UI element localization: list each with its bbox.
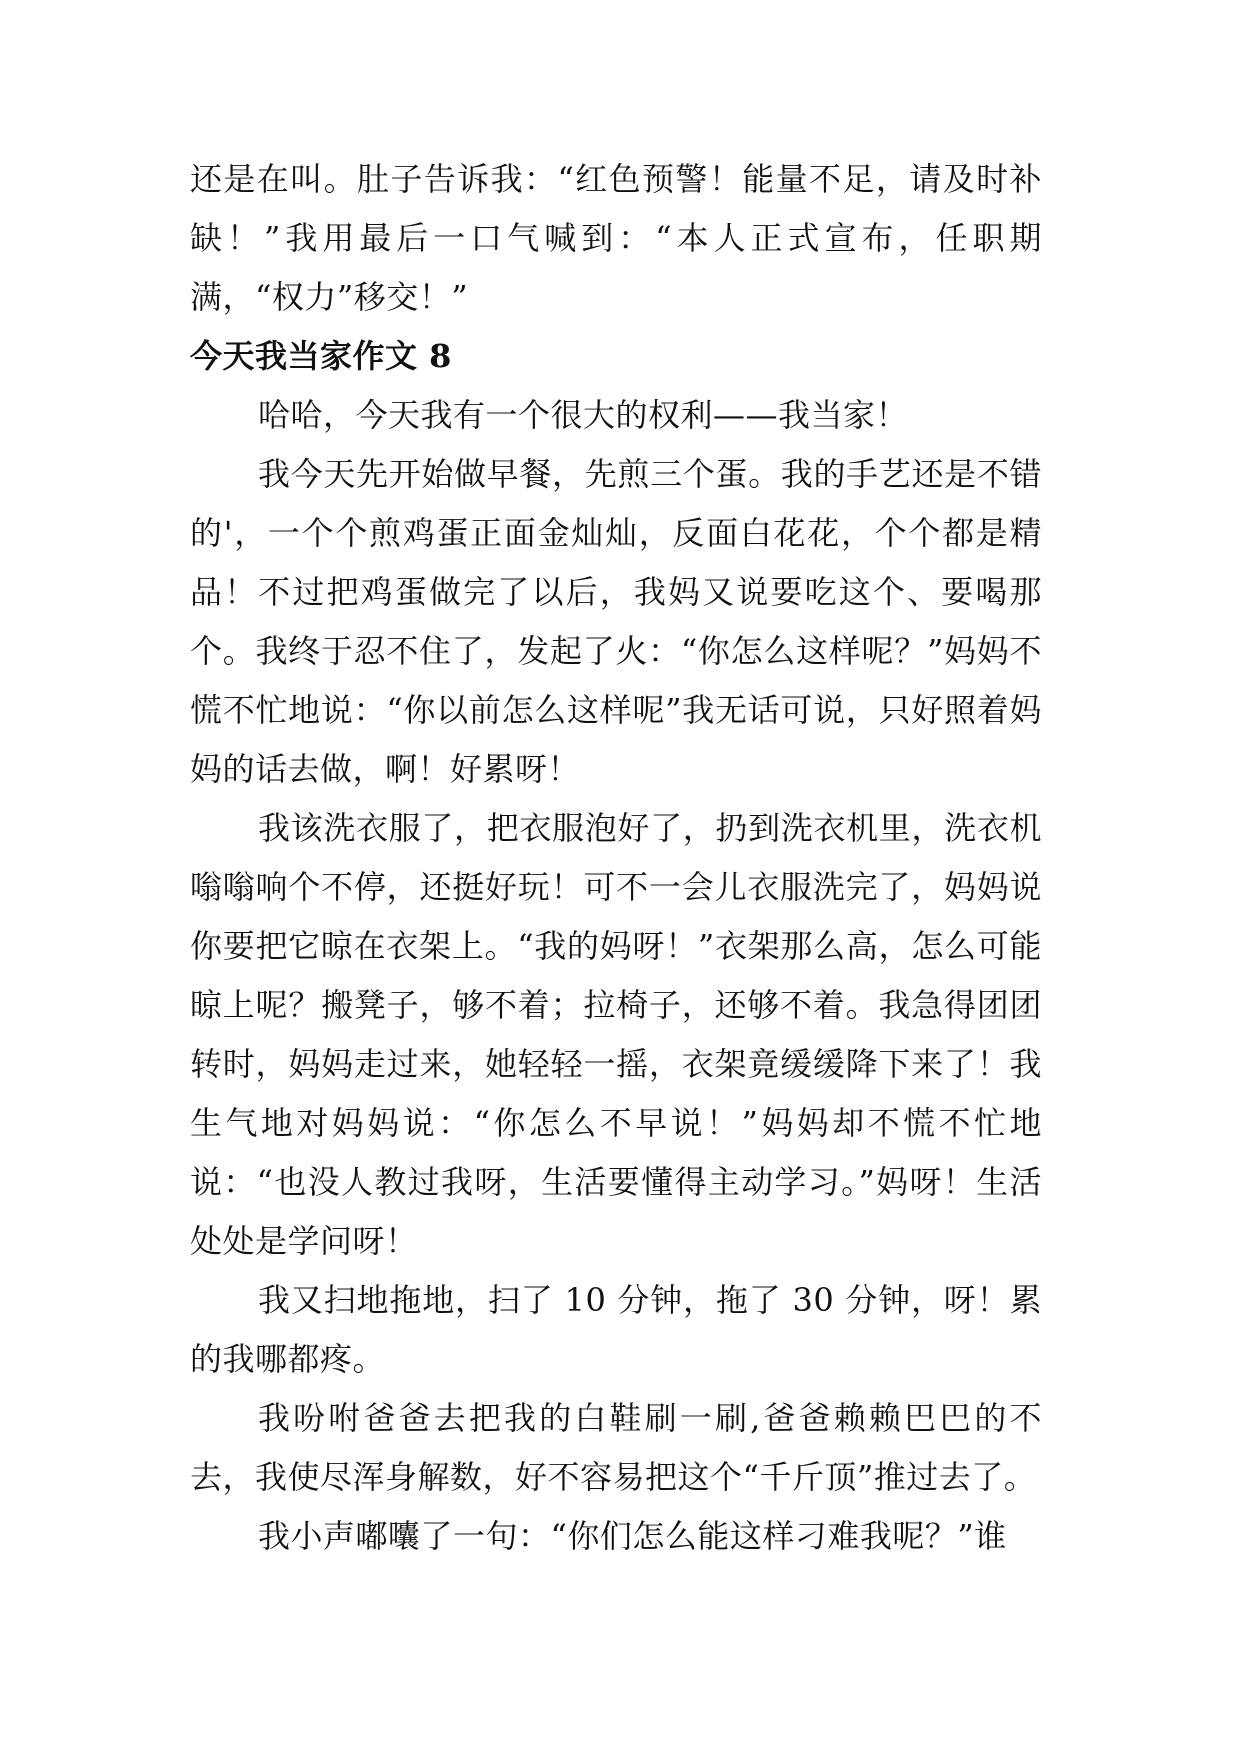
paragraph-3: 我该洗衣服了，把衣服泡好了，扔到洗衣机里，洗衣机嗡嗡响个不停，还挺好玩！可不一会儿衣服洗完了，妈妈说你要把它晾在衣架上。“我的妈呀！”衣架那么高，怎么可能晾上呢？搬凳子，够不着；拉椅子，还够不着。我急得团团转时，妈妈走过来，她轻轻一摇，衣架竟缓缓降下来了！我生气地对妈妈说：“你怎么不早说！”妈妈却不慌不忙地说：“也没人教过我呀，生活要懂得主动学习。”妈呀！生活处处是学问呀！	[190, 809, 1042, 1260]
document-page	[190, 150, 1042, 1566]
paragraph-2: 我今天先开始做早餐，先煎三个蛋。我的手艺还是不错的'，一个个煎鸡蛋正面金灿灿，反面白花花，个个都是精品！不过把鸡蛋做完了以后，我妈又说要吃这个、要喝那个。我终于忍不住了，发起了火：“你怎么这样呢？”妈妈不慌不忙地说：“你以前怎么这样呢”我无话可说，只好照着妈妈的话去做，啊！好累呀！	[190, 455, 1042, 788]
essay-title: 今天我当家作文 8	[190, 337, 452, 375]
paragraph-6: 我小声嘟囔了一句：“你们怎么能这样刁难我呢？”谁	[258, 1517, 1007, 1555]
paragraph-4: 我又扫地拖地，扫了 10 分钟，拖了 30 分钟，呀！累的我哪都疼。	[190, 1281, 1042, 1378]
continuation-paragraph: 还是在叫。肚子告诉我：“红色预警！能量不足，请及时补缺！”我用最后一口气喊到：“本人正式宣布，任职期满，“权力”移交！”	[190, 160, 1042, 316]
paragraph-1: 哈哈，今天我有一个很大的权利——我当家！	[258, 396, 909, 434]
paragraph-5: 我吩咐爸爸去把我的白鞋刷一刷,爸爸赖赖巴巴的不去，我使尽浑身解数，好不容易把这个“千斤顶”推过去了。	[190, 1399, 1042, 1496]
